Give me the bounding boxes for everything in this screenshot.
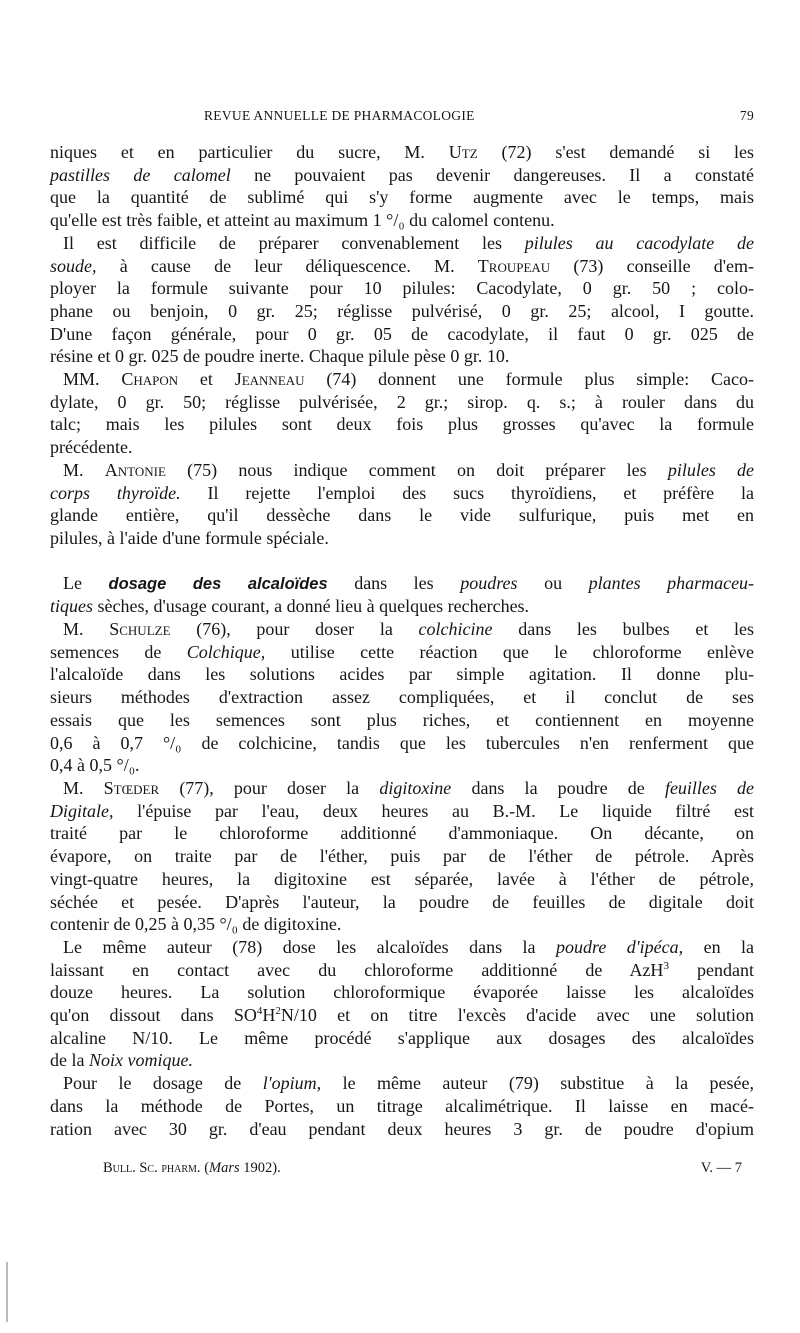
text-line: Digitale, l'épuise par l'eau, deux heures au B.-M. Le liquide filtré est: [50, 800, 754, 821]
text-line: soude, à cause de leur déliquescence. M. Troupeau (73) conseille d'em-: [50, 255, 754, 276]
text-line: ployer la formule suivante pour 10 pilules: Cacodylate, 0 gr. 50 ; colo-: [50, 278, 754, 299]
journal-citation: Bull. Sc. pharm. (Mars 1902).: [103, 1160, 281, 1176]
text-line: évapore, on traite par de l'éther, puis par de l'éther de pétrole. Après: [50, 846, 754, 867]
text-line: phane ou benjoin, 0 gr. 25; réglisse pulvérisé, 0 gr. 25; alcool, I goutte.: [50, 300, 754, 321]
text-line: douze heures. La solution chloroformique évaporée laisse les alcaloïdes: [50, 982, 754, 1003]
text-line: précédente.: [50, 437, 133, 458]
text-line: pastilles de calomel ne pouvaient pas devenir dangereuses. Il a constaté: [50, 164, 754, 185]
scan-edge-mark: [6, 1262, 8, 1322]
text-line: semences de Colchique, utilise cette réaction que le chloroforme enlève: [50, 641, 755, 662]
text-line: séchée et pesée. D'après l'auteur, la poudre de feuilles de digitale doit: [50, 891, 754, 912]
text-line: dylate, 0 gr. 50; réglisse pulvérisée, 2 gr.; sirop. q. s.; à rouler dans du: [50, 391, 754, 412]
text-line: corps thyroïde. Il rejette l'emploi des sucs thyroïdiens, et préfère la: [50, 482, 754, 503]
text-line: M. Antonie (75) nous indique comment on doit préparer les pilules de: [63, 459, 755, 480]
text-line: Il est difficile de préparer convenablement les pilules au cacodylate de: [63, 232, 754, 253]
text-line: pilules, à l'aide d'une formule spéciale.: [50, 527, 329, 548]
text-line: que la quantité de sublimé qui s'y forme augmente avec le temps, mais: [50, 187, 754, 208]
text-line: de la Noix vomique.: [50, 1050, 193, 1071]
journal-header-title: REVUE ANNUELLE DE PHARMACOLOGIE: [204, 108, 475, 123]
text-line: laissant en contact avec du chloroforme additionné de AzH$^3$ pendant: [50, 959, 754, 980]
text-line: 0,6 à 0,7 °/₀ de colchicine, tandis que les tubercules n'en renferment que: [50, 732, 754, 753]
page-footer: [103, 1160, 754, 1182]
text-line: l'alcaloïde dans les solutions acides par simple agitation. Il donne plu-: [50, 664, 754, 685]
text-line: contenir de 0,25 à 0,35 °/₀ de digitoxine.: [50, 914, 342, 935]
running-header: [50, 108, 754, 130]
text-line: résine et 0 gr. 025 de poudre inerte. Chaque pilule pèse 0 gr. 10.: [50, 346, 510, 367]
text-line: M. Schulze (76), pour doser la colchicine dans les bulbes et les: [63, 619, 755, 640]
text-line: traité par le chloroforme additionné d'ammoniaque. On décante, on: [50, 823, 754, 844]
text-line: tiques sèches, d'usage courant, a donné lieu à quelques recherches.: [50, 596, 530, 617]
page-number: 79: [739, 108, 754, 123]
text-line: niques et en particulier du sucre, M. Utz (72) s'est demandé si les: [50, 142, 755, 162]
text-line: dans la méthode de Portes, un titrage alcalimétrique. Il laisse en macé-: [50, 1095, 754, 1116]
text-line: essais que les semences sont plus riches, et contiennent en moyenne: [50, 709, 754, 730]
signature-mark: V. — 7: [700, 1160, 742, 1176]
text-line: Le même auteur (78) dose les alcaloïdes dans la poudre d'ipéca, en la: [63, 936, 755, 957]
text-line: Pour le dosage de l'opium, le même auteur (79) substitue à la pesée,: [63, 1073, 755, 1094]
text-line: sieurs méthodes d'extraction assez compliquées, et il conclut de ses: [50, 687, 754, 708]
text-line: M. Stœder (77), pour doser la digitoxine dans la poudre de feuilles de: [63, 777, 755, 798]
section-gap: [50, 550, 754, 572]
text-line: qu'elle est très faible, et atteint au maximum 1 °/₀ du calomel contenu.: [50, 210, 555, 231]
text-line: ration avec 30 gr. d'eau pendant deux heures 3 gr. de poudre d'opium: [50, 1118, 754, 1139]
text-line: D'une façon générale, pour 0 gr. 05 de cacodylate, il faut 0 gr. 025 de: [50, 323, 754, 344]
text-line: glande entière, qu'il dessèche dans le vide sulfurique, puis met en: [50, 505, 754, 526]
text-line: alcaline N/10. Le même procédé s'applique aux dosages des alcaloïdes: [50, 1027, 754, 1048]
text-line: Le dosage des alcaloïdes dans les poudres ou plantes pharmaceu-: [63, 572, 755, 593]
text-line: 0,4 à 0,5 °/₀.: [50, 755, 140, 776]
text-line: MM. Chapon et Jeanneau (74) donnent une formule plus simple: Caco-: [63, 369, 755, 390]
body-text: [50, 141, 754, 1140]
text-line: talc; mais les pilules sont deux fois plus grosses qu'avec la formule: [50, 414, 754, 435]
text-line: vingt-quatre heures, la digitoxine est séparée, lavée à l'éther de pétrole,: [50, 868, 754, 889]
text-line: qu'on dissout dans $SO^4H^2N/10$ et on titre l'excès d'acide avec une solution: [50, 1005, 754, 1026]
